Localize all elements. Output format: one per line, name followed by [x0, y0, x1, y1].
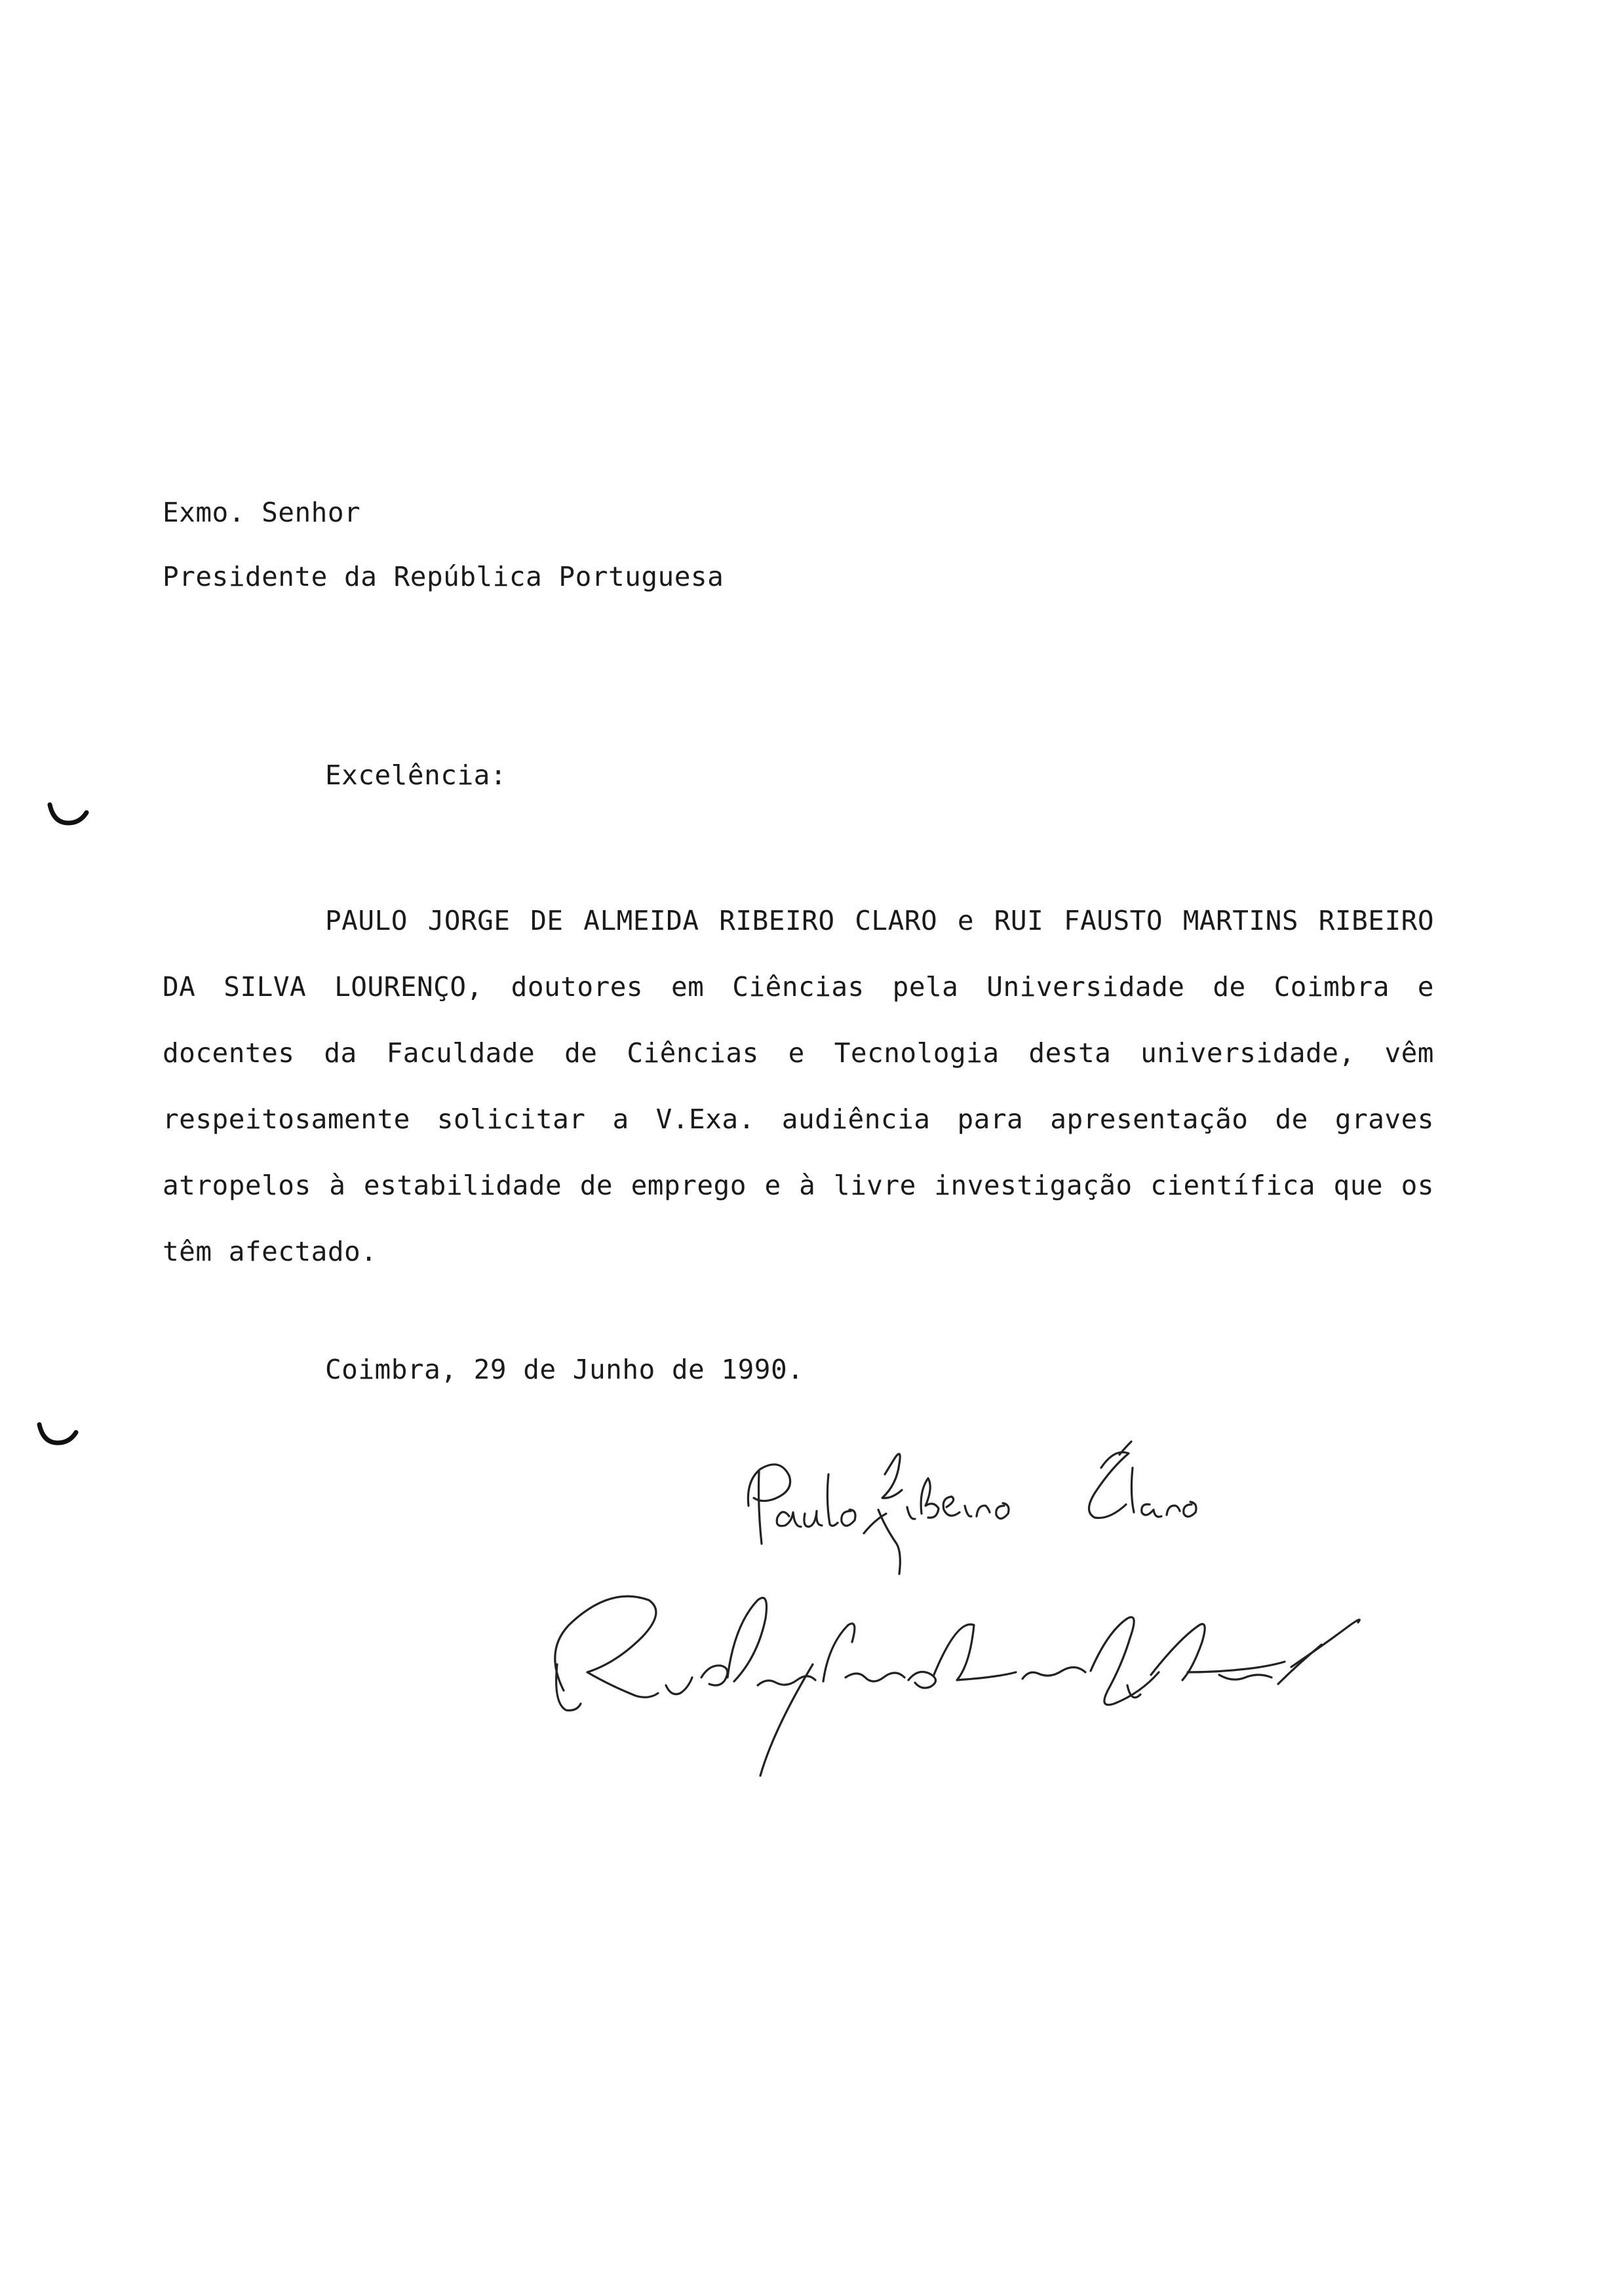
punch-hole-mark: [47, 801, 89, 827]
recipient-name: Presidente da República Portuguesa: [163, 561, 724, 592]
letter-body: PAULO JORGE DE ALMEIDA RIBEIRO CLARO e RUI FAUSTO MARTINS RIBEIRO DA SILVA LOURENÇO, doutores em Ciências pela Universidade de Coimbra e docentes da Faculdade de Ciências e Tecnologia desta universidade, vêm respeitosamente solicitar a V.Exa. audiência para apresentação de graves atropelos à estabilidade de emprego e à livre investigação científica que os têm afectado.: [163, 905, 1434, 1267]
punch-hole-mark: [37, 1421, 79, 1447]
recipient-title: Exmo. Senhor: [163, 497, 361, 528]
signatures: [537, 1428, 1403, 1822]
signature-rui: [555, 1596, 1360, 1776]
signature-paulo: [748, 1442, 1196, 1574]
salutation: Excelência:: [325, 759, 507, 791]
dateline: Coimbra, 29 de Junho de 1990.: [325, 1354, 804, 1385]
